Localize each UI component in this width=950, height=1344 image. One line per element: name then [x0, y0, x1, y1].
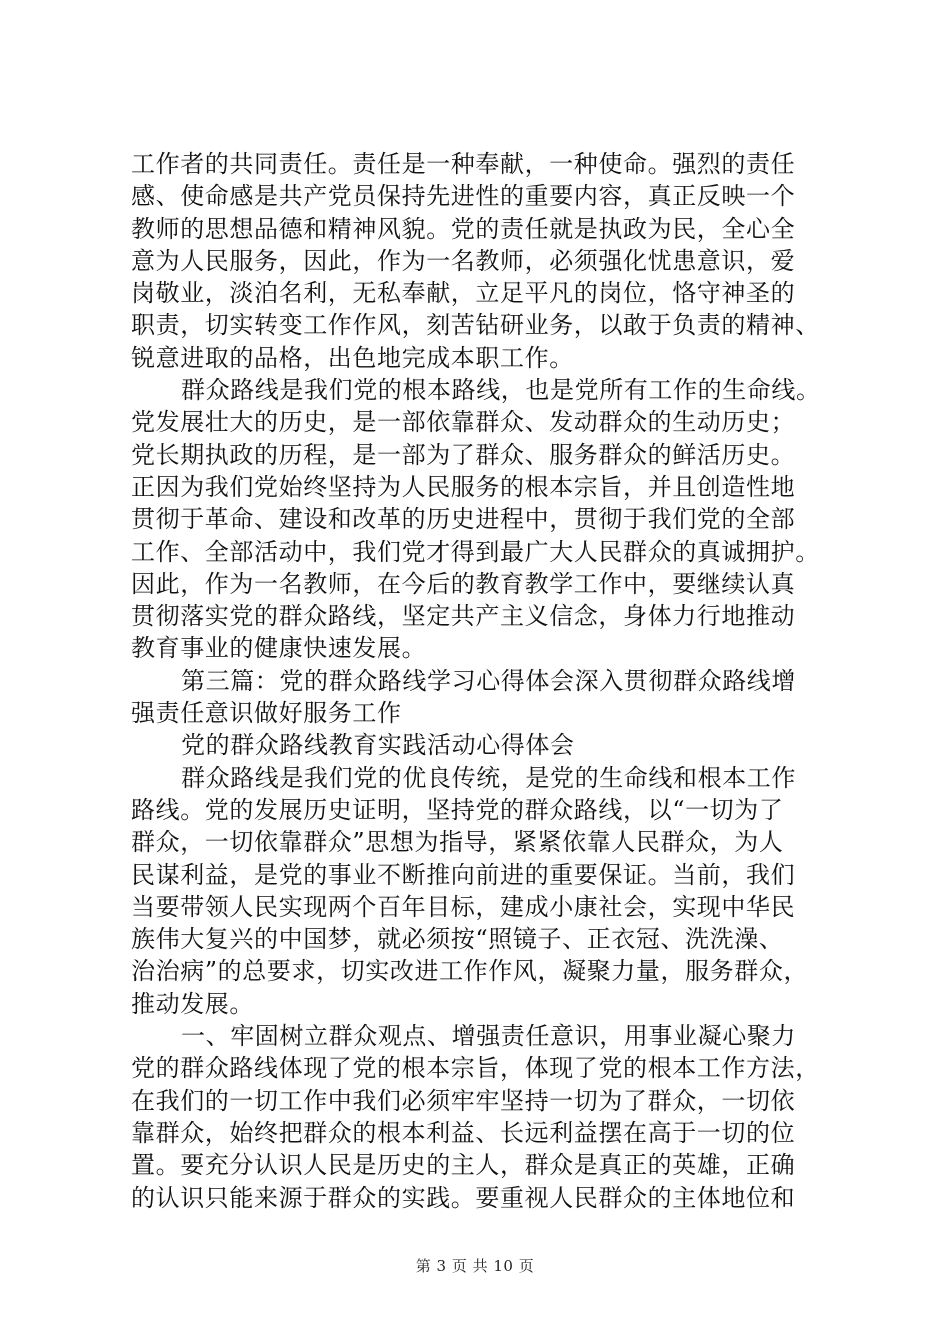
text-line: 党长期执政的历程，是一部为了群众、服务群众的鲜活历史。 [131, 440, 796, 469]
text-line: 锐意进取的品格，出色地完成本职工作。 [131, 343, 574, 372]
text-line: 群众，一切依靠群众”思想为指导，紧紧依靠人民群众，为人 [131, 828, 784, 857]
text-line: 路线。党的发展历史证明，坚持党的群众路线，以“一切为了 [131, 795, 784, 824]
document-body [131, 148, 831, 1214]
text-line: 一、牢固树立群众观点、增强责任意识，用事业凝心聚力 [181, 1022, 796, 1051]
text-line: 职责，切实转变工作作风，刻苦钻研业务，以敢于负责的精神、 [131, 311, 820, 340]
text-line: 群众路线是我们党的根本路线，也是党所有工作的生命线。 [181, 376, 821, 405]
text-line: 当要带领人民实现两个百年目标，建成小康社会，实现中华民 [131, 892, 796, 921]
text-line: 党的群众路线体现了党的根本宗旨，体现了党的根本工作方法， [131, 1054, 820, 1083]
text-line: 教师的思想品德和精神风貌。党的责任就是执政为民，全心全 [131, 214, 796, 243]
text-line: 治治病”的总要求，切实改进工作作风，凝聚力量，服务群众， [131, 957, 809, 986]
text-line: 贯彻落实党的群众路线，坚定共产主义信念，身体力行地推动 [131, 602, 796, 631]
text-line: 置。要充分认识人民是历史的主人，群众是真正的英雄，正确 [131, 1151, 796, 1180]
text-line: 感、使命感是共产党员保持先进性的重要内容，真正反映一个 [131, 182, 796, 211]
text-line: 靠群众，始终把群众的根本利益、长远利益摆在高于一切的位 [131, 1118, 796, 1147]
text-line: 第三篇：党的群众路线学习心得体会深入贯彻群众路线增 [181, 666, 796, 695]
text-line: 正因为我们党始终坚持为人民服务的根本宗旨，并且创造性地 [131, 472, 796, 501]
text-line: 民谋利益，是党的事业不断推向前进的重要保证。当前，我们 [131, 860, 796, 889]
text-line: 群众路线是我们党的优良传统，是党的生命线和根本工作 [181, 763, 796, 792]
text-line: 工作者的共同责任。责任是一种奉献，一种使命。强烈的责任 [131, 150, 796, 178]
text-line: 贯彻于革命、建设和改革的历史进程中，贯彻于我们党的全部 [131, 505, 796, 534]
text-line: 工作、全部活动中，我们党才得到最广大人民群众的真诚拥护。 [131, 537, 820, 566]
text-line: 党发展壮大的历史，是一部依靠群众、发动群众的生动历史； [131, 408, 796, 437]
text-line: 意为人民服务，因此，作为一名教师，必须强化忧患意识，爱 [131, 246, 796, 275]
text-line: 强责任意识做好服务工作 [131, 699, 402, 728]
text-line: 党的群众路线教育实践活动心得体会 [181, 731, 575, 760]
text-line: 教育事业的健康快速发展。 [131, 634, 427, 663]
text-line: 推动发展。 [131, 989, 254, 1018]
page-footer: 第 3 页 共 10 页 [415, 1257, 535, 1275]
text-line: 的认识只能来源于群众的实践。要重视人民群众的主体地位和 [131, 1183, 796, 1212]
text-line: 在我们的一切工作中我们必须牢牢坚持一切为了群众，一切依 [131, 1086, 796, 1115]
text-line: 因此，作为一名教师，在今后的教育教学工作中，要继续认真 [131, 569, 796, 598]
text-line: 族伟大复兴的中国梦，就必须按“照镜子、正衣冠、洗洗澡、 [131, 925, 784, 954]
text-line: 岗敬业，淡泊名利，无私奉献，立足平凡的岗位，恪守神圣的 [131, 279, 796, 308]
